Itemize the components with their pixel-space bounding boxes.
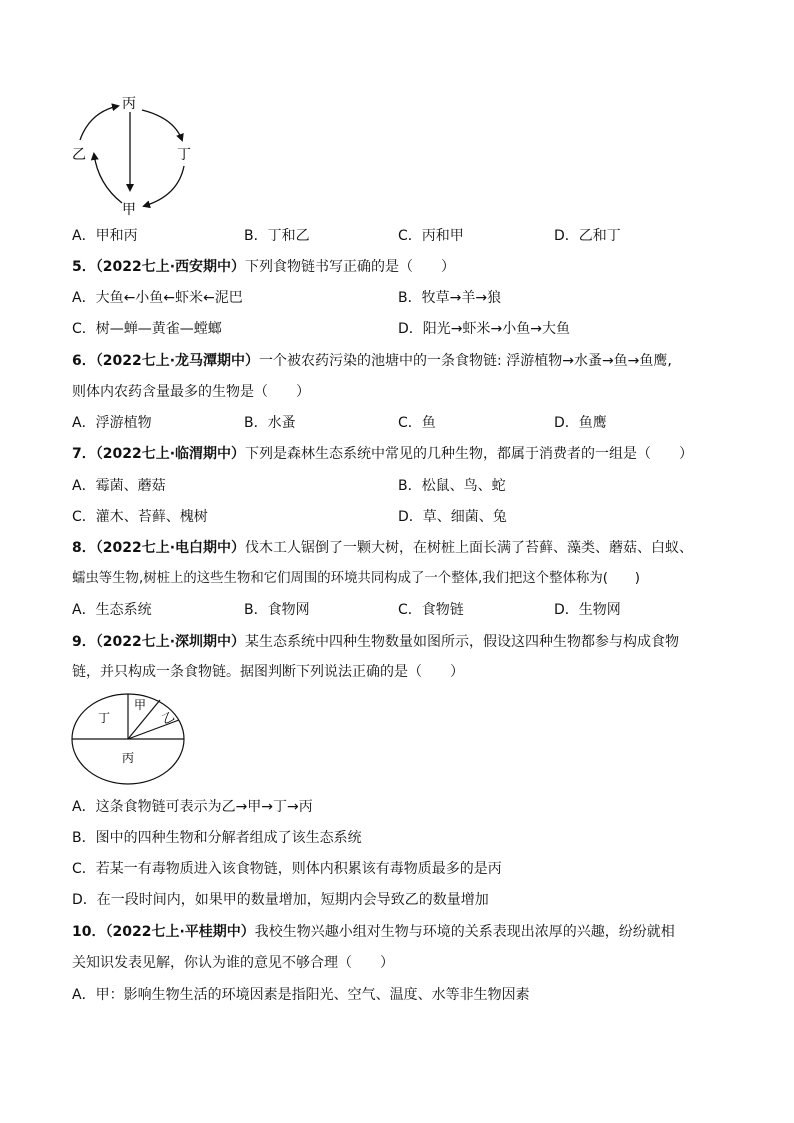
node-bottom: 甲 (122, 202, 136, 218)
q10-text-1: 我校生物兴趣小组对生物与环境的关系表现出浓厚的兴趣，纷纷就相 (254, 924, 675, 940)
q8-number: 8． (72, 540, 96, 556)
q4-option-b: B．丁和乙 (244, 228, 310, 244)
q8-stem-line1 (72, 538, 693, 558)
pie-label-a: 甲 (134, 698, 147, 712)
q6-option-c: C．鱼 (398, 415, 436, 431)
q9-number: 9． (72, 634, 96, 650)
q6-stem-line1 (72, 351, 672, 371)
q9-source: （2022七上·深圳期中） (95, 634, 246, 650)
q10-stem-line2: 关知识发表见解，你认为谁的意见不够合理（ ） (72, 955, 394, 971)
q10-stem-line1 (72, 922, 675, 942)
q6-option-b: B．水蚤 (244, 415, 296, 431)
q8-text-1: 伐木工人锯倒了一颗大树，在树桩上面长满了苔藓、藻类、蘑菇、白蚁、 (245, 540, 694, 556)
q6-source: （2022七上·龙马潭期中） (95, 353, 260, 369)
pie-label-d: 丁 (98, 711, 111, 725)
q9-option-b: B．图中的四种生物和分解者组成了该生态系统 (72, 830, 362, 846)
q9-stem-line1 (72, 632, 679, 652)
arrow-top-to-right (142, 110, 182, 140)
q8-option-a: A．生态系统 (72, 602, 152, 618)
q5-source: （2022七上·西安期中） (95, 259, 246, 275)
q6-stem-line2: 则体内农药含量最多的生物是（ ） (72, 384, 310, 400)
q9-stem-line2: 链，并只构成一条食物链。据图判断下列说法正确的是（ ） (72, 664, 464, 680)
q4-option-c: C．丙和甲 (398, 228, 464, 244)
q10-option-a: A．甲：影响生物生活的环境因素是指阳光、空气、温度、水等非生物因素 (72, 987, 530, 1003)
q7-option-a: A．霉菌、蘑菇 (72, 478, 166, 494)
q9-option-a: A．这条食物链可表示为乙→甲→丁→丙 (72, 799, 313, 815)
q5-number: 5． (72, 259, 96, 275)
node-right: 丁 (177, 147, 191, 163)
q10-source: （2022七上·平桂期中） (105, 924, 255, 940)
q4-option-d: D．乙和丁 (554, 228, 621, 244)
q4-option-a: A．甲和丙 (72, 228, 138, 244)
q7-text: 下列是森林生态系统中常见的几种生物，都属于消费者的一组是（ ） (245, 446, 694, 462)
q5-text: 下列食物链书写正确的是（ ） (245, 259, 456, 275)
q6-option-a: A．浮游植物 (72, 415, 152, 431)
q5-stem (72, 257, 455, 277)
q5-option-b: B．牧草→羊→狼 (398, 290, 502, 306)
q9-option-d: D．在一段时间内，如果甲的数量增加，短期内会导致乙的数量增加 (72, 892, 489, 908)
q6-text-1: 一个被农药污染的池塘中的一条食物链: 浮游植物→水蚤→鱼→鱼鹰, (259, 353, 672, 369)
arrow-left-to-top (80, 106, 118, 140)
q8-stem-line2: 蠕虫等生物,树桩上的这些生物和它们周围的环境共同构成了一个整体,我们把这个整体称为( ) (72, 571, 640, 586)
node-left: 乙 (72, 147, 86, 163)
q7-number: 7． (72, 446, 96, 462)
arrow-bottom-to-left (94, 154, 122, 203)
node-top: 丙 (122, 96, 136, 112)
q8-option-d: D．生物网 (554, 602, 621, 618)
q8-option-c: C．食物链 (398, 602, 464, 618)
q8-source: （2022七上·电白期中） (95, 540, 246, 556)
pie-label-b: 乙 (159, 708, 177, 727)
q9-pie-figure (70, 692, 188, 788)
q7-option-c: C．灌木、苔藓、槐树 (72, 509, 208, 525)
q7-option-b: B．松鼠、鸟、蛇 (398, 478, 506, 494)
q7-option-d: D．草、细菌、兔 (398, 509, 507, 525)
food-cycle-diagram (60, 88, 210, 223)
q8-option-b: B．食物网 (244, 602, 310, 618)
q9-text-1: 某生态系统中四种生物数量如图所示，假设这四种生物都参与构成食物 (245, 634, 680, 650)
q5-option-c: C．树—蝉—黄雀—螳螂 (72, 321, 222, 337)
q7-stem (72, 444, 693, 464)
q5-option-d: D．阳光→虾米→小鱼→大鱼 (398, 321, 570, 337)
q6-number: 6． (72, 353, 96, 369)
q6-option-d: D．鱼鹰 (554, 415, 607, 431)
pie-label-c: 丙 (122, 751, 135, 765)
q10-number: 10． (72, 924, 106, 940)
arrow-right-to-bottom (144, 166, 184, 206)
q5-option-a: A．大鱼←小鱼←虾米←泥巴 (72, 290, 243, 306)
q9-option-c: C．若某一有毒物质进入该食物链，则体内积累该有毒物质最多的是丙 (72, 861, 502, 877)
q7-source: （2022七上·临渭期中） (95, 446, 246, 462)
